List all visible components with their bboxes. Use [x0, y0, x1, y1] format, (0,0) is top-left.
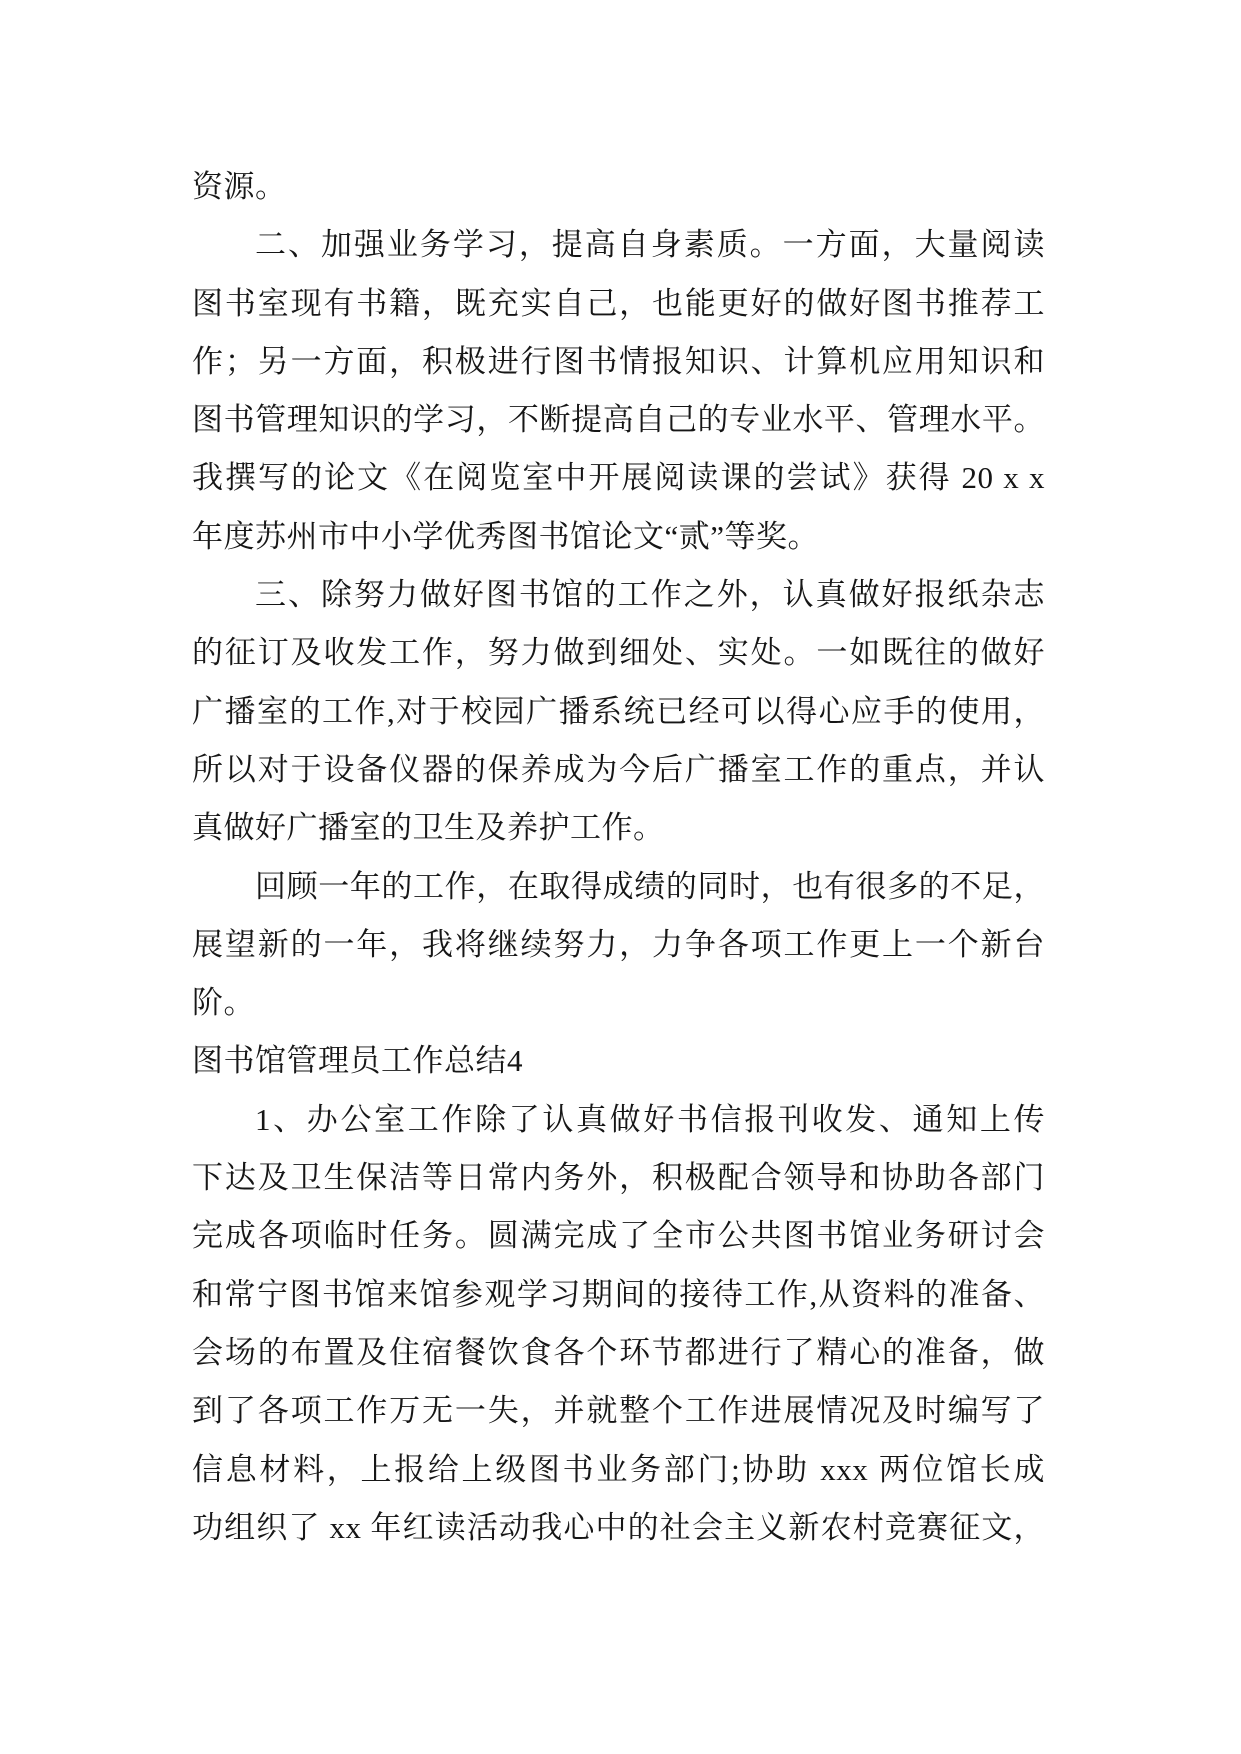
text-line: 广播室的工作,对于校园广播系统已经可以得心应手的使用， — [192, 693, 1045, 729]
text-line: 阶。 — [192, 985, 255, 1021]
text-line: 功组织了 xx 年红读活动我心中的社会主义新农村竞赛征文， — [192, 1509, 1045, 1545]
text-line: 的征订及收发工作，努力做到细处、实处。一如既往的做好 — [192, 635, 1045, 671]
text-line: 图书室现有书籍，既充实自己，也能更好的做好图书推荐工 — [192, 285, 1045, 321]
text-line: 作；另一方面，积极进行图书情报知识、计算机应用知识和 — [192, 343, 1045, 379]
text-line: 我撰写的论文《在阅览室中开展阅读课的尝试》获得 20 x x — [192, 460, 1045, 496]
text-line: 资源。 — [192, 169, 287, 204]
text-line: 到了各项工作万无一失，并就整个工作进展情况及时编写了 — [192, 1393, 1045, 1429]
section-heading: 图书馆管理员工作总结4 — [192, 1043, 523, 1079]
text-line: 三、除努力做好图书馆的工作之外，认真做好报纸杂志 — [255, 577, 1045, 613]
text-line: 下达及卫生保洁等日常内务外，积极配合领导和协助各部门 — [192, 1160, 1045, 1196]
text-line: 所以对于设备仪器的保养成为今后广播室工作的重点，并认 — [192, 751, 1045, 787]
text-line: 展望新的一年，我将继续努力，力争各项工作更上一个新台 — [192, 926, 1045, 962]
text-line: 会场的布置及住宿餐饮食各个环节都进行了精心的准备，做 — [192, 1334, 1045, 1370]
text-line: 真做好广播室的卫生及养护工作。 — [192, 810, 665, 846]
text-line: 年度苏州市中小学优秀图书馆论文“贰”等奖。 — [192, 518, 820, 554]
text-line: 回顾一年的工作，在取得成绩的同时，也有很多的不足， — [255, 868, 1045, 904]
text-line: 图书管理知识的学习，不断提高自己的专业水平、管理水平。 — [192, 402, 1045, 438]
text-line: 1、办公室工作除了认真做好书信报刊收发、通知上传 — [255, 1101, 1045, 1137]
text-line: 信息材料，上报给上级图书业务部门;协助 xxx 两位馆长成 — [192, 1451, 1045, 1487]
text-line: 完成各项临时任务。圆满完成了全市公共图书馆业务研讨会 — [192, 1218, 1045, 1254]
text-line: 二、加强业务学习，提高自身素质。一方面，大量阅读 — [255, 227, 1045, 263]
text-line: 和常宁图书馆来馆参观学习期间的接待工作,从资料的准备、 — [192, 1276, 1045, 1312]
